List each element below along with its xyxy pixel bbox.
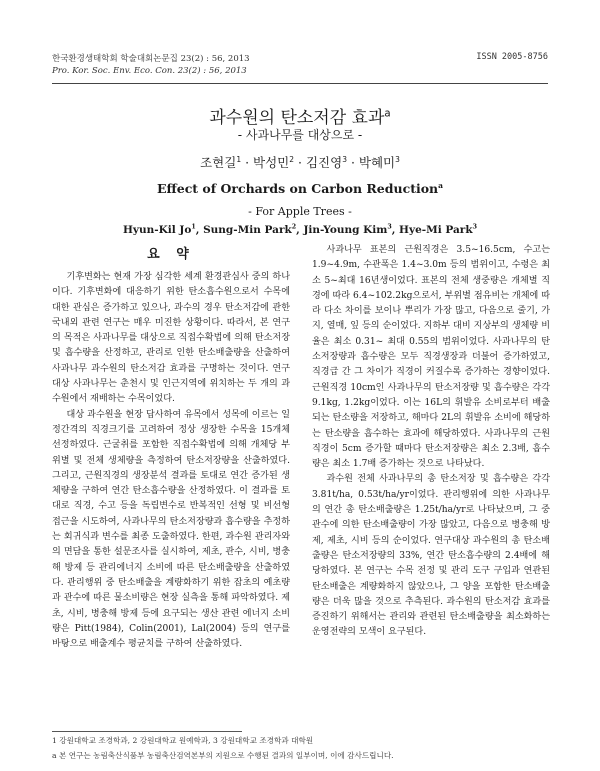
author-en: Jin-Young Kim [303, 224, 388, 236]
author-ko-sup: 3 [342, 154, 347, 164]
title-ko-text: 과수원의 탄소저감 효과 [209, 108, 385, 128]
subtitle-ko: - 사과나무를 대상으로 - [237, 128, 363, 142]
author-ko: 박혜미 [358, 155, 396, 170]
title-en [0, 181, 600, 196]
subtitle-en: - For Apple Trees - [248, 205, 352, 218]
author-ko-sup: 2 [289, 154, 295, 164]
author-en: Sung-Min Park [203, 224, 292, 236]
title-en-text: Effect of Orchards on Carbon Reduction [156, 181, 439, 196]
footnote-acknowledgement: a 본 연구는 농림축산식품부 농림축산검역본부의 지원으로 수행된 결과의 일부이며, 이에 감사드립니다. [52, 751, 394, 760]
title-ko-sup: a [384, 108, 391, 120]
left-column [52, 270, 290, 652]
footnote-rule [52, 731, 242, 732]
journal-header-en: Pro. Kor. Soc. Env. Eco. Con. 23(2) : 56, 2013 [52, 66, 247, 76]
title-en-sup: a [438, 180, 444, 190]
author-ko-sup: 1 [236, 154, 242, 164]
paragraph: 대상 과수원을 현장 답사하여 유목에서 성목에 이르는 일정간격의 직경크기를 고려하여 정상 생장한 수목을 15개체 선정하였다. 근굴취를 포함한 직접수확법에 의해 개체당 부위별 및 전체 생체량을 측정하여 탄소저장량을 산출하였다. 그리고, 근원직경의 생장분석 결과를 토대로 연간 증가된 생체량을 구하여 연간 탄소흡수량을 산정하였다. 이 결과를 토대로 직경, 수고 등을 독립변수로 반복적인 선형 및 비선형 접근을 시도하여, 사과나무의 탄소저장량과 흡수량을 추정하는 회귀식과 변수를 최종 도출하였다. 한편, 과수원 관리자와의 면담을 통한 설문조사를 실시하여, 제초, 관수, 시비, 병충해 방제 등 관리에너지 소비에 따른 탄소배출량을 산출하였다. 관리행위 중 탄소배출을 계량화하기 위한 잡초의 예초량과 관수에 따른 물소비량은 현장 실측을 통해 파악하였다. 제초, 시비, 병충해 방제 등에 요구되는 생산 관련 에너지 소비량은 Pitt(1984), Colin(2001), Lal(2004) 등의 연구를 바탕으로 배출계수 평균치를 구하여 산출하였다. [52, 409, 290, 650]
authors-en: Hyun-Kil Jo$^1$, Sung-Min Park$^2$, Jin-Young Kim$^3$, Hye-Mi Park$^3$ [122, 223, 477, 236]
paragraph: 사과나무 표본의 근원직경은 3.5~16.5cm, 수고는 1.9~4.9m, 수관폭은 1.4~3.0m 등의 범위이고, 수령은 최소 5~최대 16년생이었다. 표본의 전체 생중량은 개체별 직경에 따라 6.4~102.2kg으로서, 부위별 점유비는 개체에 따라 다소 차이를 보이나 뿌리가 가장 많고, 다음으로 줄기, 가지, 열매, 잎 등의 순이었다. 지하부 대비 지상부의 생체량 비율은 최소 0.31~ 최대 0.55의 범위이었다. 사과나무의 탄소저장량과 흡수량은 모두 직경생장과 더불어 증가하였고, 직경급 간 그 차이가 직경이 커질수록 증가하는 경향이었다. 근원직경 10cm인 사과나무의 탄소저장량 및 흡수량은 각각 9.1kg, 1.2kg이었다. 이는 16L의 휘발유 소비로부터 배출되는 탄소량을 저장하고, 해마다 2L의 휘발유 소비에 해당하는 탄소량을 흡수하는 효과에 해당하였다. 사과나무의 근원직경이 5cm 증가할 때마다 탄소저장량은 최소 2.3배, 흡수량은 최소 1.7배 증가하는 것으로 나타났다. [312, 245, 550, 470]
author-en-sup: 2 [291, 223, 297, 231]
author-en-sup: 3 [472, 223, 477, 231]
footnote-affiliations: 1 강원대학교 조경학과, 2 강원대학교 원예학과, 3 강원대학교 조경학과 대학원 [52, 736, 314, 745]
authors-ko: 조현길$^1$ · 박성민$^2$ · 김진영$^3$ · 박혜미$^3$ [200, 154, 400, 170]
title-ko [0, 103, 600, 128]
paragraph: 과수원 전체 사과나무의 총 탄소저장 및 흡수량은 각각 3.81t/ha, 0.53t/ha/yr이었다. 관리행위에 의한 사과나무의 연간 총 탄소배출량은 1.25t/ha/yr로 나타났으며, 그 중 관수에 의한 탄소배출량이 가장 많았고, 다음으로 병충해 방제, 제초, 시비 등의 순이었다. 연구대상 과수원의 총 탄소배출량은 탄소저장량의 33%, 연간 탄소흡수량의 2.4배에 해당하였다. 본 연구는 수목 전정 및 관리 도구 구입과 연관된 탄소배출은 계량화하지 않았으나, 그 양을 포함한 탄소배출량은 더욱 많을 것으로 추측된다. 과수원의 탄소저감 효과를 증진하기 위해서는 관리와 관련된 탄소배출량을 최소화하는 운영전략의 모색이 요구된다. [312, 474, 550, 638]
author-en-sup: 3 [387, 223, 392, 231]
issn: ISSN 2005-8756 [476, 52, 548, 62]
author-en: Hye-Mi Park [399, 224, 473, 236]
author-ko: 김진영 [305, 155, 343, 170]
author-ko: 박성민 [253, 155, 290, 170]
paragraph: 기후변화는 현재 가장 심각한 세계 환경관심사 중의 하나이다. 기후변화에 대응하기 위한 탄소흡수원으로서 수목에 대한 관심은 증가하고 있으나, 과수의 경우 탄소저감에 관한 국내외 관련 연구는 매우 미진한 상황이다. 따라서, 본 연구의 목적은 사과나무를 대상으로 직접수확법에 의해 탄소저장 및 흡수량을 산정하고, 관리로 인한 탄소배출량을 산출하여 사과나무 과수원의 탄소저감 효과를 구명하는 것이다. 연구대상 사과나무는 춘천시 및 인근지역에 위치하는 두 개의 과수원에서 재배하는 수목이었다. [52, 272, 290, 405]
header-rule [52, 83, 548, 84]
author-en: Hyun-Kil Jo [122, 224, 192, 236]
right-column [312, 243, 550, 641]
abstract-heading: 요 약 [147, 247, 195, 262]
author-ko-sup: 3 [395, 154, 400, 164]
journal-header-ko: 한국환경생태학회 학술대회논문집 23(2) : 56, 2013 [52, 54, 250, 64]
author-en-sup: 1 [191, 223, 196, 231]
author-ko: 조현길 [200, 155, 237, 170]
